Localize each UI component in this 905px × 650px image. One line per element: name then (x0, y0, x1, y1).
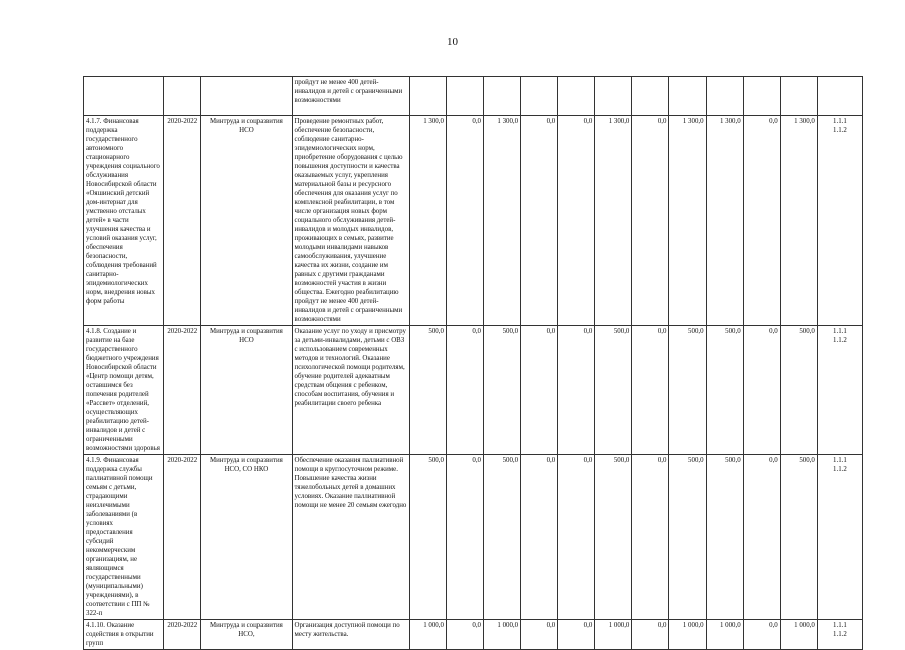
value-cell: 500,0 (669, 326, 706, 455)
value-cell: 1 300,0 (780, 116, 817, 326)
value-cell: 0,0 (446, 620, 483, 650)
executor-cell: Минтруда и соцразвития НСО (201, 326, 292, 455)
value-cell: 1 300,0 (669, 116, 706, 326)
executor-cell (201, 77, 292, 116)
content-cell: Оказание услуг по уходу и присмотру за детьми-инвалидами, детьми с ОВЗ с использованием современных методов и технологий. Оказание психологической помощи родителям, обучение родителей адекватным средствам общения с ребенком, способам воспитания, обучения и реабилитации своего ребенка (292, 326, 409, 455)
value-cell: 0,0 (558, 620, 595, 650)
ref-line: 1.1.1 (833, 118, 847, 125)
content-cell: Обеспечение оказания паллиативной помощи в круглосуточном режиме. Повышение качества жизни тяжелобольных детей в домашних условиях. Оказание паллиативной помощи не менее 20 семьям ежегодно (292, 455, 409, 620)
value-cell: 0,0 (632, 455, 669, 620)
value-cell: 0,0 (446, 326, 483, 455)
value-cell: 1 300,0 (484, 116, 521, 326)
value-cell: 1 300,0 (706, 116, 743, 326)
value-cell: 500,0 (484, 326, 521, 455)
ref-line: 1.1.1 (833, 457, 847, 464)
event-cell: 4.1.10. Оказание содействия в открытии групп (84, 620, 164, 650)
executor-cell: Минтруда и соцразвития НСО, (201, 620, 292, 650)
value-cell: 0,0 (446, 116, 483, 326)
value-cell: 500,0 (669, 455, 706, 620)
value-cell: 0,0 (558, 455, 595, 620)
value-cell: 1 000,0 (669, 620, 706, 650)
value-cell: 1 000,0 (484, 620, 521, 650)
value-cell: 0,0 (743, 116, 780, 326)
refs-cell (817, 326, 862, 455)
event-cell: 4.1.8. Создание и развитие на базе государственного бюджетного учреждения Новосибирской области «Центр помощи детям, оставшимся без попечения родителей «Рассвет» отделений, осуществляющих реабилитацию детей-инвалидов и детей с ограниченными возможностями здоровья (84, 326, 164, 455)
value-cell: 1 300,0 (409, 116, 446, 326)
value-cell: 0,0 (743, 455, 780, 620)
value-cell: 0,0 (632, 116, 669, 326)
refs-cell (817, 620, 862, 650)
period-cell: 2020-2022 (164, 326, 201, 455)
value-cell: 0,0 (446, 455, 483, 620)
value-cell: 0,0 (558, 116, 595, 326)
value-cell: 500,0 (595, 455, 632, 620)
table-row (84, 620, 863, 650)
value-cell: 1 000,0 (595, 620, 632, 650)
value-cell: 0,0 (632, 326, 669, 455)
value-cell: 0,0 (521, 620, 558, 650)
value-cell: 500,0 (484, 455, 521, 620)
event-cell: 4.1.9. Финансовая поддержка службы паллиативной помощи семьям с детьми, страдающими неизлечимыми заболеваниями (в условиях предоставления субсидий некоммерческим организациям, не являющимся государственными (муниципальными) учреждениями), в соответствии с ПП № 322-п (84, 455, 164, 620)
period-cell: 2020-2022 (164, 455, 201, 620)
table-row (84, 326, 863, 455)
executor-cell: Минтруда и соцразвития НСО, СО НКО (201, 455, 292, 620)
value-cell: 0,0 (743, 326, 780, 455)
content-cell: Проведение ремонтных работ, обеспечение безопасности, соблюдение санитарно-эпидемиологических норм, приобретение оборудования с целью повышения доступности и качества оказываемых услуг, укрепления материальной базы и ресурсного обеспечения для оказания услуг по комплексной реабилитации, в том числе организация новых форм социального обслуживания детей-инвалидов и молодых инвалидов, проживающих в семьях, развитие молодыми инвалидами навыков самообслуживания, улучшение качества их жизни, создание им равных с другими гражданами возможностей участия в жизни общества. Ежегодно реабилитацию пройдут не менее 400 детей-инвалидов и детей с ограниченными возможностями (292, 116, 409, 326)
event-cell (84, 77, 164, 116)
program-activities-table (83, 76, 863, 650)
value-cell: 1 000,0 (780, 620, 817, 650)
table-row (84, 116, 863, 326)
value-cell: 0,0 (743, 620, 780, 650)
value-cell: 0,0 (521, 455, 558, 620)
ref-line: 1.1.1 (833, 328, 847, 335)
value-cell: 0,0 (558, 326, 595, 455)
continuation-row (84, 77, 863, 116)
refs-cell (817, 116, 862, 326)
period-cell: 2020-2022 (164, 620, 201, 650)
table-row (84, 455, 863, 620)
period-cell (164, 77, 201, 116)
value-cell: 0,0 (521, 326, 558, 455)
value-cell: 500,0 (409, 326, 446, 455)
ref-line: 1.1.1 (833, 622, 847, 629)
value-cell: 1 300,0 (595, 116, 632, 326)
period-cell: 2020-2022 (164, 116, 201, 326)
ref-line: 1.1.2 (833, 631, 847, 638)
ref-line: 1.1.2 (833, 127, 847, 134)
page-number: 10 (447, 36, 458, 48)
value-cell: 500,0 (409, 455, 446, 620)
refs-cell (817, 455, 862, 620)
content-cell: пройдут не менее 400 детей-инвалидов и детей с ограниченными возможностями (292, 77, 409, 116)
value-cell: 500,0 (706, 455, 743, 620)
value-cell: 500,0 (780, 455, 817, 620)
content-cell: Организация доступной помощи по месту жительства. (292, 620, 409, 650)
value-cell: 0,0 (632, 620, 669, 650)
value-cell: 500,0 (706, 326, 743, 455)
ref-line: 1.1.2 (833, 466, 847, 473)
executor-cell: Минтруда и соцразвития НСО (201, 116, 292, 326)
value-cell: 0,0 (521, 116, 558, 326)
value-cell: 500,0 (780, 326, 817, 455)
event-cell: 4.1.7. Финансовая поддержка государственного автономного стационарного учреждения социального обслуживания Новосибирской области «Ояшинский детский дом-интернат для умственно отсталых детей» в части улучшения качества и условий оказания услуг, обеспечения безопасности, соблюдения требований санитарно-эпидемиологических норм, внедрения новых форм работы (84, 116, 164, 326)
value-cell: 1 000,0 (409, 620, 446, 650)
value-cell: 1 000,0 (706, 620, 743, 650)
ref-line: 1.1.2 (833, 337, 847, 344)
value-cell: 500,0 (595, 326, 632, 455)
